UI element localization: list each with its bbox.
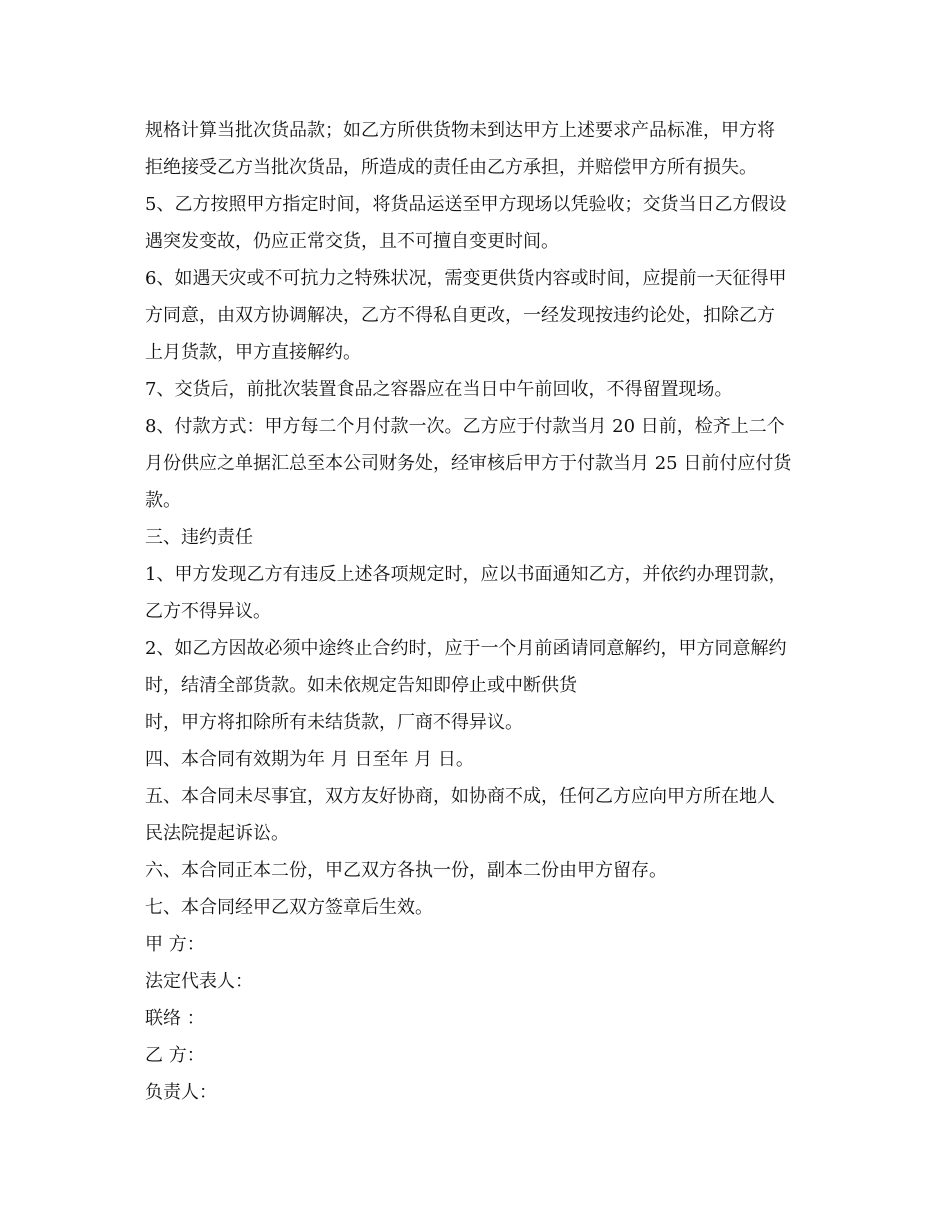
- text-line: 方同意，由双方协调解决，乙方不得私自更改，一经发现按违约论处，扣除乙方: [145, 305, 775, 326]
- text-line: 月份供应之单据汇总至本公司财务处，经审核后甲方于付款当月 25 日前付应付货: [145, 453, 792, 474]
- text-line: 时，结清全部货款。如未依规定告知即停止或中断供货: [145, 675, 577, 696]
- text-line: 五、本合同未尽事宜，双方友好协商，如协商不成，任何乙方应向甲方所在地人: [145, 786, 775, 807]
- contract-body: [145, 117, 810, 1107]
- signature-field-person-in-charge: 负责人：: [145, 1082, 217, 1103]
- text-line: 8、付款方式：甲方每二个月付款一次。乙方应于付款当月 20 日前，检齐上二个: [145, 416, 785, 437]
- section-heading: 三、违约责任: [145, 527, 253, 548]
- text-line: 7、交货后，前批次装置食品之容器应在当日中午前回收，不得留置现场。: [145, 379, 733, 400]
- text-line: 款。: [145, 490, 181, 511]
- signature-field-party-b: 乙 方：: [145, 1045, 205, 1066]
- signature-field-legal-representative: 法定代表人：: [145, 971, 253, 992]
- text-line: 6、如遇天灾或不可抗力之特殊状况，需变更供货内容或时间，应提前一天征得甲: [145, 268, 787, 289]
- section-heading: 六、本合同正本二份，甲乙双方各执一份，副本二份由甲方留存。: [145, 860, 667, 881]
- text-line: 乙方不得异议。: [145, 601, 271, 622]
- text-line: 上月货款，甲方直接解约。: [145, 342, 361, 363]
- text-line: 5、乙方按照甲方指定时间，将货品运送至甲方现场以凭验收；交货当日乙方假设: [145, 194, 787, 215]
- text-line: 2、如乙方因故必须中途终止合约时，应于一个月前函请同意解约，甲方同意解约: [145, 638, 787, 659]
- text-line: 时，甲方将扣除所有未结货款，厂商不得异议。: [145, 712, 523, 733]
- text-line: 拒绝接受乙方当批次货品，所造成的责任由乙方承担，并赔偿甲方所有损失。: [145, 157, 757, 178]
- text-line: 遇突发变故，仍应正常交货，且不可擅自变更时间。: [145, 231, 559, 252]
- signature-field-contact: 联络 ：: [145, 1008, 205, 1029]
- section-heading: 七、本合同经甲乙双方签章后生效。: [145, 897, 433, 918]
- text-line: 规格计算当批次货品款；如乙方所供货物未到达甲方上述要求产品标准，甲方将: [145, 120, 775, 141]
- text-line: 民法院提起诉讼。: [145, 823, 289, 844]
- signature-field-party-a: 甲 方：: [145, 934, 205, 955]
- text-line: 1、甲方发现乙方有违反上述各项规定时，应以书面通知乙方，并依约办理罚款，: [145, 564, 787, 585]
- section-heading: 四、本合同有效期为年 月 日至年 月 日。: [145, 749, 474, 770]
